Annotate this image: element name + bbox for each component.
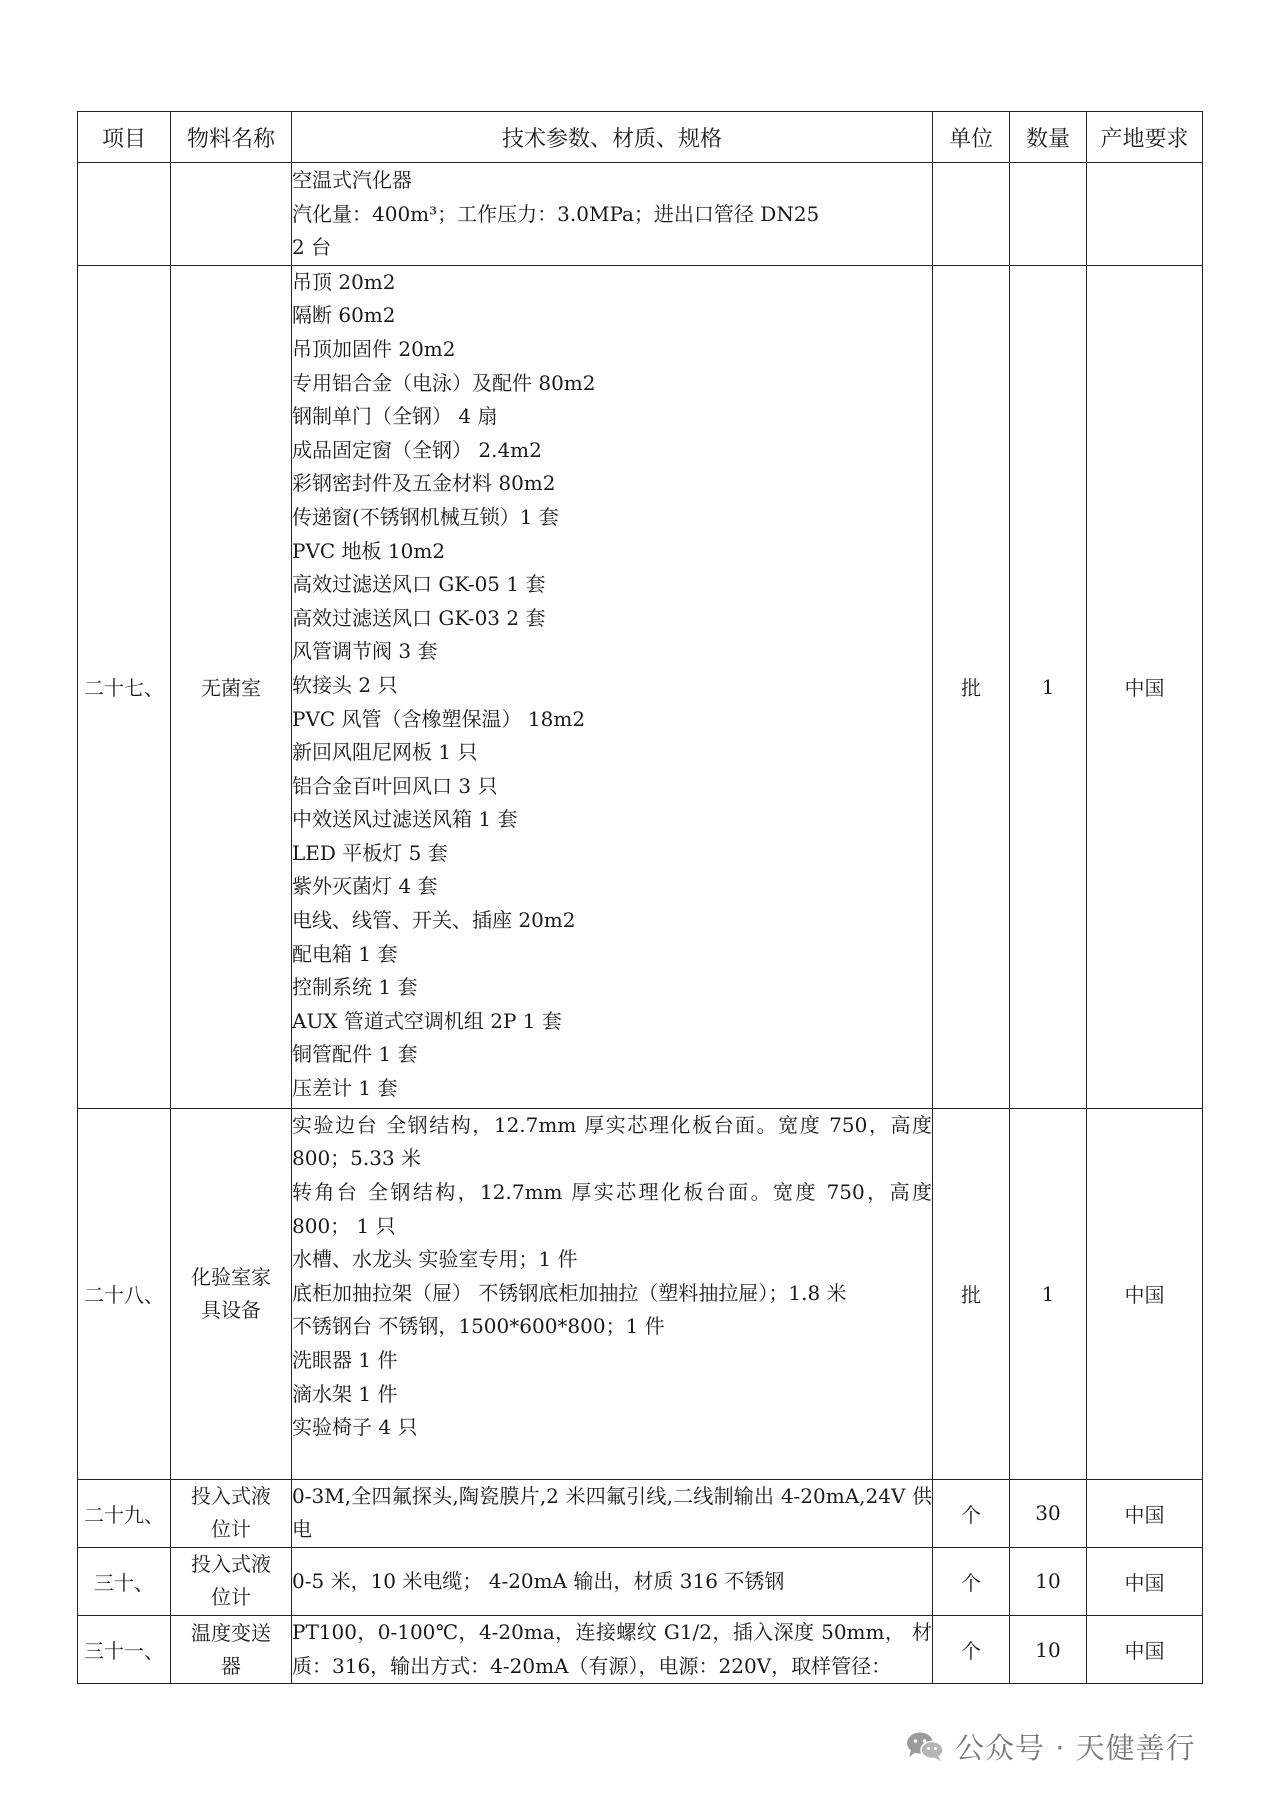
table-row xyxy=(78,1547,1203,1615)
spec-line: 洗眼器 1 件 xyxy=(292,1347,398,1372)
spec-line: 2 台 xyxy=(292,235,332,260)
name-text: 投入式液位计 xyxy=(191,1552,271,1610)
spec-line: 不锈钢台 不锈钢，1500*600*800；1 件 xyxy=(292,1314,665,1339)
table-row xyxy=(78,163,1203,266)
header-qty: 数量 xyxy=(1010,112,1087,163)
origin-cell xyxy=(1087,163,1203,266)
spec-line: 风管调节阀 3 套 xyxy=(292,639,438,664)
spec-table xyxy=(77,111,1203,1684)
spec-line: 压差计 1 套 xyxy=(292,1076,398,1101)
origin-cell: 中国 xyxy=(1087,1615,1203,1683)
qty-cell xyxy=(1010,163,1087,266)
origin-cell: 中国 xyxy=(1087,265,1203,1108)
header-specs: 技术参数、材质、规格 xyxy=(292,112,933,163)
spec-line: 软接头 2 只 xyxy=(292,672,398,697)
unit-cell: 批 xyxy=(933,265,1010,1108)
spec-line: 高效过滤送风口 GK-03 2 套 xyxy=(292,605,546,630)
spec-line: 成品固定窗（全钢） 2.4m2 xyxy=(292,437,542,462)
item-cell: 三十、 xyxy=(78,1547,171,1615)
unit-cell: 批 xyxy=(933,1108,1010,1479)
spec-line: 钢制单门（全钢） 4 扇 xyxy=(292,404,498,429)
spec-line: 吊顶 20m2 xyxy=(292,269,396,294)
qty-cell: 1 xyxy=(1010,265,1087,1108)
spec-line: 传递窗(不锈钢机械互锁）1 套 xyxy=(292,504,559,529)
spec-line: 铜管配件 1 套 xyxy=(292,1042,418,1067)
spec-line: PVC 风管（含橡塑保温） 18m2 xyxy=(292,706,586,731)
item-cell: 二十九、 xyxy=(78,1479,171,1547)
spec-line: 0-3M,全四氟探头,陶瓷膜片,2 米四氟引线,二线制输出 4-20mA,24V 供电 xyxy=(292,1483,932,1542)
spec-line: 高效过滤送风口 GK-05 1 套 xyxy=(292,572,546,597)
spec-line: 转角台 全钢结构，12.7mm 厚实芯理化板台面。宽度 750，高度 800； 1 只 xyxy=(292,1179,932,1238)
item-cell: 二十七、 xyxy=(78,265,171,1108)
qty-cell: 10 xyxy=(1010,1615,1087,1683)
header-row xyxy=(78,112,1203,163)
spec-line: PT100，0-100℃，4-20ma，连接螺纹 G1/2，插入深度 50mm， 材质：316，输出方式：4-20mA（有源），电源：220V，取样管径： xyxy=(292,1619,932,1678)
name-cell: 无菌室 xyxy=(171,265,292,1108)
qty-cell: 1 xyxy=(1010,1108,1087,1479)
name-cell xyxy=(171,1547,292,1615)
spec-line: 电线、线管、开关、插座 20m2 xyxy=(292,908,576,933)
unit-cell: 个 xyxy=(933,1479,1010,1547)
header-name: 物料名称 xyxy=(171,112,292,163)
item-cell: 二十八、 xyxy=(78,1108,171,1479)
qty-cell: 10 xyxy=(1010,1547,1087,1615)
spec-line: 吊顶加固件 20m2 xyxy=(292,336,456,361)
spec-line: 配电箱 1 套 xyxy=(292,941,398,966)
item-cell xyxy=(78,163,171,266)
origin-cell: 中国 xyxy=(1087,1108,1203,1479)
name-cell xyxy=(171,1615,292,1683)
header-origin: 产地要求 xyxy=(1087,112,1203,163)
table-row xyxy=(78,1615,1203,1683)
specs-cell xyxy=(292,1108,933,1479)
specs-cell xyxy=(292,163,933,266)
qty-cell: 30 xyxy=(1010,1479,1087,1547)
specs-cell xyxy=(292,1615,933,1683)
spec-line: 水槽、水龙头 实验室专用；1 件 xyxy=(292,1247,578,1272)
spec-line: 空温式汽化器 xyxy=(292,168,412,192)
name-text: 温度变送器 xyxy=(191,1620,271,1678)
spec-line: 底柜加抽拉架（屉） 不锈钢底柜加抽拉（塑料抽拉屉）；1.8 米 xyxy=(292,1280,847,1305)
spec-line: 0-5 米，10 米电缆； 4-20mA 输出，材质 316 不锈钢 xyxy=(292,1568,785,1593)
header-unit: 单位 xyxy=(933,112,1010,163)
origin-cell: 中国 xyxy=(1087,1479,1203,1547)
specs-cell xyxy=(292,265,933,1108)
spec-line: 汽化量：400m³；工作压力：3.0MPa；进出口管径 DN25 xyxy=(292,201,820,226)
name-cell xyxy=(171,163,292,266)
name-cell xyxy=(171,1479,292,1547)
watermark xyxy=(905,1726,1196,1766)
name-text: 投入式液位计 xyxy=(191,1484,271,1542)
watermark-text: 公众号 · 天健善行 xyxy=(955,1730,1196,1765)
spec-line: AUX 管道式空调机组 2P 1 套 xyxy=(292,1008,562,1033)
origin-cell: 中国 xyxy=(1087,1547,1203,1615)
spec-line: 铝合金百叶回风口 3 只 xyxy=(292,773,498,798)
spec-line: 专用铝合金（电泳）及配件 80m2 xyxy=(292,370,596,395)
spec-line: 实验椅子 4 只 xyxy=(292,1415,418,1440)
spec-line: LED 平板灯 5 套 xyxy=(292,840,448,865)
spec-line: 控制系统 1 套 xyxy=(292,975,418,1000)
unit-cell: 个 xyxy=(933,1547,1010,1615)
spec-line: 中效送风过滤送风箱 1 套 xyxy=(292,807,518,832)
specs-cell xyxy=(292,1479,933,1547)
specs-cell xyxy=(292,1547,933,1615)
spec-line: 彩钢密封件及五金材料 80m2 xyxy=(292,471,556,496)
spec-line: 滴水架 1 件 xyxy=(292,1381,398,1406)
spec-line: 隔断 60m2 xyxy=(292,303,396,328)
table-row xyxy=(78,1108,1203,1479)
unit-cell xyxy=(933,163,1010,266)
spec-line: 实验边台 全钢结构，12.7mm 厚实芯理化板台面。宽度 750，高度 800；5.33 米 xyxy=(292,1112,932,1171)
table-row xyxy=(78,265,1203,1108)
name-cell xyxy=(171,1108,292,1479)
header-item: 项目 xyxy=(78,112,171,163)
table-row xyxy=(78,1479,1203,1547)
unit-cell: 个 xyxy=(933,1615,1010,1683)
wechat-icon xyxy=(905,1730,945,1762)
spec-line: 紫外灭菌灯 4 套 xyxy=(292,874,438,899)
spec-line: 新回风阻尼网板 1 只 xyxy=(292,740,478,765)
item-cell: 三十一、 xyxy=(78,1615,171,1683)
name-text: 化验室家具设备 xyxy=(191,1264,271,1322)
spec-line: PVC 地板 10m2 xyxy=(292,538,446,563)
